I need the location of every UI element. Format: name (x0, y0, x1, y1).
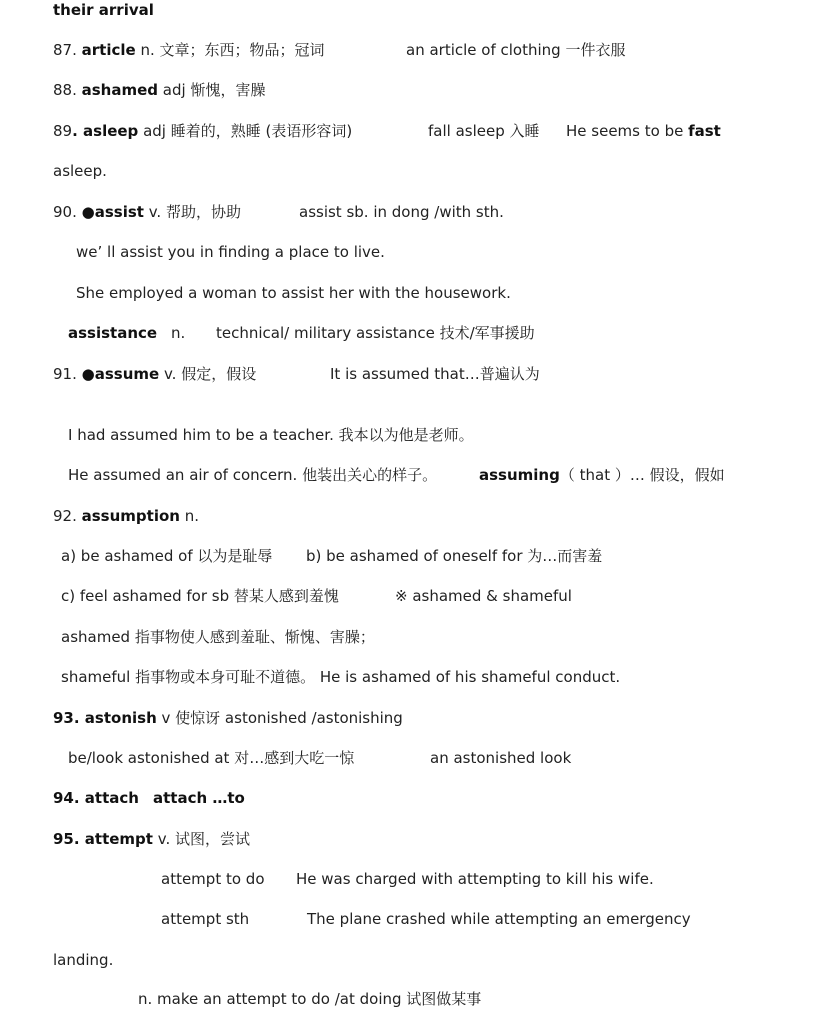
entry-89: 89. asleep adj 睡着的，熟睡 (表语形容词) (53, 122, 353, 140)
usage-note: c) feel ashamed for sb 替某人感到羞愧 (61, 587, 339, 605)
entry-89-example: He seems to be fast (566, 122, 721, 140)
usage-note: b) be ashamed of oneself for 为…而害羞 (306, 547, 603, 565)
text-line: asleep. (53, 162, 107, 180)
entry-94: 94. attach (53, 789, 139, 807)
derived-word-example: technical/ military assistance 技术/军事援助 (216, 324, 535, 342)
entry-95: 95. attempt v. 试图，尝试 (53, 830, 250, 848)
text-line: their arrival (53, 1, 154, 19)
derived-word-pos: n. (171, 324, 186, 342)
usage-note: a) be ashamed of 以为是耻辱 (61, 547, 273, 565)
example-sentence: I had assumed him to be a teacher. 我本以为他是老师。 (68, 426, 474, 444)
example-sentence: He assumed an air of concern. 他装出关心的样子。 (68, 466, 438, 484)
usage-note: ※ ashamed & shameful (395, 587, 572, 605)
entry-91-phrase: It is assumed that…普遍认为 (330, 365, 540, 383)
derived-word: assuming（ that ）… 假设，假如 (479, 466, 725, 484)
entry-91: 91. ●assume v. 假定，假设 (53, 365, 257, 383)
example-phrase: attempt to do (161, 870, 265, 888)
example-phrase: be/look astonished at 对…感到大吃一惊 (68, 749, 355, 767)
entry-87-example: an article of clothing 一件衣服 (406, 41, 626, 59)
example-phrase: attempt sth (161, 910, 250, 928)
example-phrase: an astonished look (430, 749, 572, 767)
entry-90-phrase: assist sb. in dong /with sth. (299, 203, 504, 221)
entry-89-phrase: fall asleep 入睡 (428, 122, 540, 140)
usage-note: shameful 指事物或本身可耻不道德。 He is ashamed of his shameful conduct. (61, 668, 621, 686)
entry-88: 88. ashamed adj 惭愧，害臊 (53, 81, 266, 99)
derived-word: assistance (68, 324, 158, 342)
entry-93: 93. astonish v 使惊讶 astonished /astonishing (53, 709, 403, 727)
example-phrase: n. make an attempt to do /at doing 试图做某事 (138, 990, 482, 1008)
example-sentence: The plane crashed while attempting an emergency (307, 910, 691, 928)
text-line: landing. (53, 951, 114, 969)
usage-note: ashamed 指事物使人感到羞耻、惭愧、害臊； (61, 628, 375, 646)
entry-87: 87. article n. 文章；东西；物品；冠词 (53, 41, 325, 59)
example-sentence: we’ ll assist you in finding a place to live. (76, 243, 385, 261)
entry-90: 90. ●assist v. 帮助，协助 (53, 203, 241, 221)
entry-92: 92. assumption n. (53, 507, 199, 525)
example-sentence: He was charged with attempting to kill his wife. (296, 870, 654, 888)
example-sentence: She employed a woman to assist her with the housework. (76, 284, 511, 302)
entry-94-phrase: attach …to (153, 789, 245, 807)
